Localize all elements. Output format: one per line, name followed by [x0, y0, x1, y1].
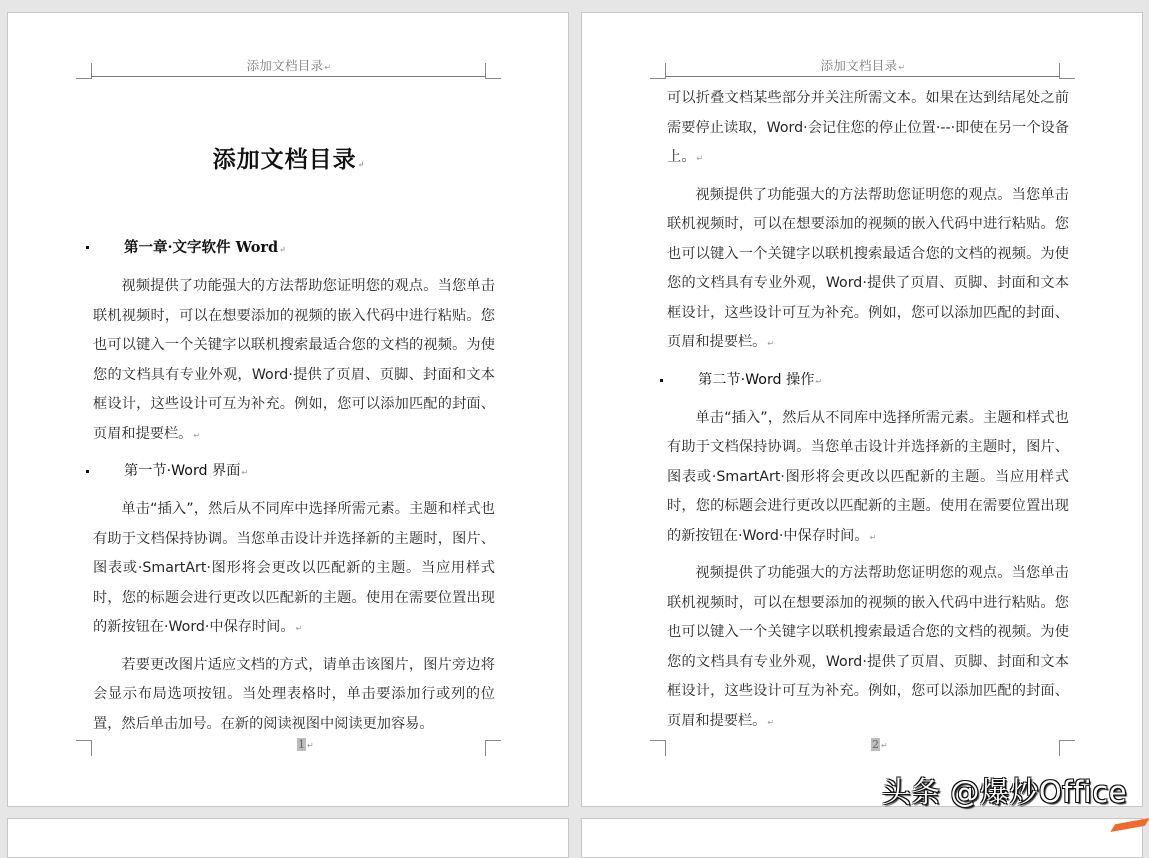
paragraph-mark-icon: ↵ — [898, 63, 906, 72]
heading-section-1[interactable] — [93, 457, 495, 487]
paragraph-mark-icon: ↵ — [295, 624, 303, 633]
paragraph-text: 视频提供了功能强大的方法帮助您证明您的观点。当您单击联机视频时，可以在想要添加的视频的嵌入代码中进行粘贴。您也可以键入一个关键字以联机搜索最适合您的文档的视频。为使您的文档具有专业外观，Word·提供了页眉、页脚、封面和文本框设计，这些设计可互为补充。例如，您可以添加匹配的封面、页眉和提要栏。 — [93, 278, 495, 442]
body-paragraph[interactable] — [93, 495, 495, 644]
document-page-3[interactable] — [7, 818, 569, 858]
paragraph-mark-icon: ↵ — [696, 154, 704, 163]
page-body[interactable] — [93, 233, 495, 746]
heading-bullet-icon — [86, 246, 89, 249]
crop-mark-top-right — [485, 63, 501, 79]
paragraph-text: 单击“插入”，然后从不同库中选择所需元素。主题和样式也有助于文档保持协调。当您单击设计并选择新的主题时，图片、图表或·SmartArt·图形将会更改以匹配新的主题。当应用样式时，您的标题会进行更改以匹配新的主题。使用在需要位置出现的新按钮在·Word·中保存时间。 — [667, 409, 1069, 544]
page-header[interactable] — [666, 56, 1060, 74]
heading-section-2[interactable] — [667, 366, 1069, 396]
paragraph-mark-icon: ↵ — [241, 468, 249, 477]
body-paragraph[interactable] — [93, 272, 495, 450]
heading-text: 第一节·Word 界面 — [124, 463, 241, 479]
header-rule — [666, 76, 1060, 77]
document-page-2[interactable] — [581, 12, 1143, 807]
crop-mark-top-left — [76, 63, 92, 79]
heading-chapter-1[interactable] — [93, 233, 495, 264]
paragraph-mark-icon: ↵ — [357, 159, 366, 169]
page-number-footer[interactable] — [297, 738, 314, 751]
document-page-1[interactable] — [7, 12, 569, 807]
page-number: 1 — [298, 738, 305, 751]
paragraph-text: 视频提供了功能强大的方法帮助您证明您的观点。当您单击联机视频时，可以在想要添加的视频的嵌入代码中进行粘贴。您也可以键入一个关键字以联机搜索最适合您的文档的视频。为使您的文档具有专业外观，Word·提供了页眉、页脚、封面和文本框设计，这些设计可互为补充。例如，您可以添加匹配的封面、页眉和提要栏。 — [667, 186, 1069, 350]
body-paragraph[interactable] — [667, 404, 1069, 553]
watermark-text: 头条 @爆炒Office — [881, 775, 1127, 809]
header-text: 添加文档目录 — [246, 58, 324, 73]
paragraph-mark-icon: ↵ — [881, 741, 888, 750]
document-title[interactable] — [92, 141, 486, 174]
paragraph-text: 若要更改图片适应文档的方式，请单击该图片，图片旁边将会显示布局选项按钮。当处理表格时，单击要添加行或列的位置，然后单击加号。在新的阅读视图中阅读更加容易。 — [93, 656, 495, 732]
page-number: 2 — [872, 738, 879, 751]
crop-mark-bottom-left — [76, 740, 92, 756]
body-paragraph[interactable] — [667, 181, 1069, 359]
document-page-4[interactable] — [581, 818, 1143, 858]
header-text: 添加文档目录 — [820, 58, 898, 73]
paragraph-mark-icon: ↵ — [307, 741, 314, 750]
title-text: 添加文档目录 — [212, 146, 357, 173]
header-rule — [92, 76, 486, 77]
body-paragraph-continued[interactable] — [667, 84, 1069, 174]
paragraph-mark-icon: ↵ — [869, 532, 877, 542]
paragraph-mark-icon: ↵ — [279, 244, 286, 254]
crop-mark-bottom-right — [1059, 740, 1075, 756]
paragraph-text: 单击“插入”，然后从不同库中选择所需元素。主题和样式也有助于文档保持协调。当您单击设计并选择新的主题时，图片、图表或·SmartArt·图形将会更改以匹配新的主题。当应用样式时，您的标题会进行更改以匹配新的主题。使用在需要位置出现的新按钮在·Word·中保存时间。 — [93, 501, 495, 635]
crop-mark-top-right — [1059, 63, 1075, 79]
body-paragraph[interactable] — [667, 559, 1069, 737]
heading-bullet-icon — [86, 470, 89, 473]
paragraph-text: 可以折叠文档某些部分并关注所需文本。如果在达到结尾处之前需要停止读取，Word·会记住您的停止位置·--·即使在另一个设备上。 — [667, 90, 1069, 165]
page-header[interactable] — [92, 56, 486, 74]
paragraph-mark-icon: ↵ — [767, 717, 775, 727]
paragraph-mark-icon: ↵ — [767, 339, 775, 348]
paragraph-mark-icon: ↵ — [324, 63, 332, 72]
body-paragraph[interactable] — [93, 651, 495, 740]
heading-bullet-icon — [660, 379, 663, 382]
paragraph-text: 视频提供了功能强大的方法帮助您证明您的观点。当您单击联机视频时，可以在想要添加的视频的嵌入代码中进行粘贴。您也可以键入一个关键字以联机搜索最适合您的文档的视频。为使您的文档具有专业外观，Word·提供了页眉、页脚、封面和文本框设计，这些设计可互为补充。例如，您可以添加匹配的封面、页眉和提要栏。 — [667, 565, 1069, 729]
crop-mark-bottom-right — [485, 740, 501, 756]
heading-text: 第二节·Word 操作 — [698, 371, 815, 388]
page-body[interactable] — [667, 84, 1069, 744]
crop-mark-top-left — [650, 63, 666, 79]
paragraph-mark-icon: ↵ — [193, 430, 201, 440]
page-number-footer[interactable] — [871, 738, 888, 751]
crop-mark-bottom-left — [650, 740, 666, 756]
heading-text: 第一章·文字软件 Word — [124, 239, 279, 256]
paragraph-mark-icon: ↵ — [815, 376, 823, 386]
